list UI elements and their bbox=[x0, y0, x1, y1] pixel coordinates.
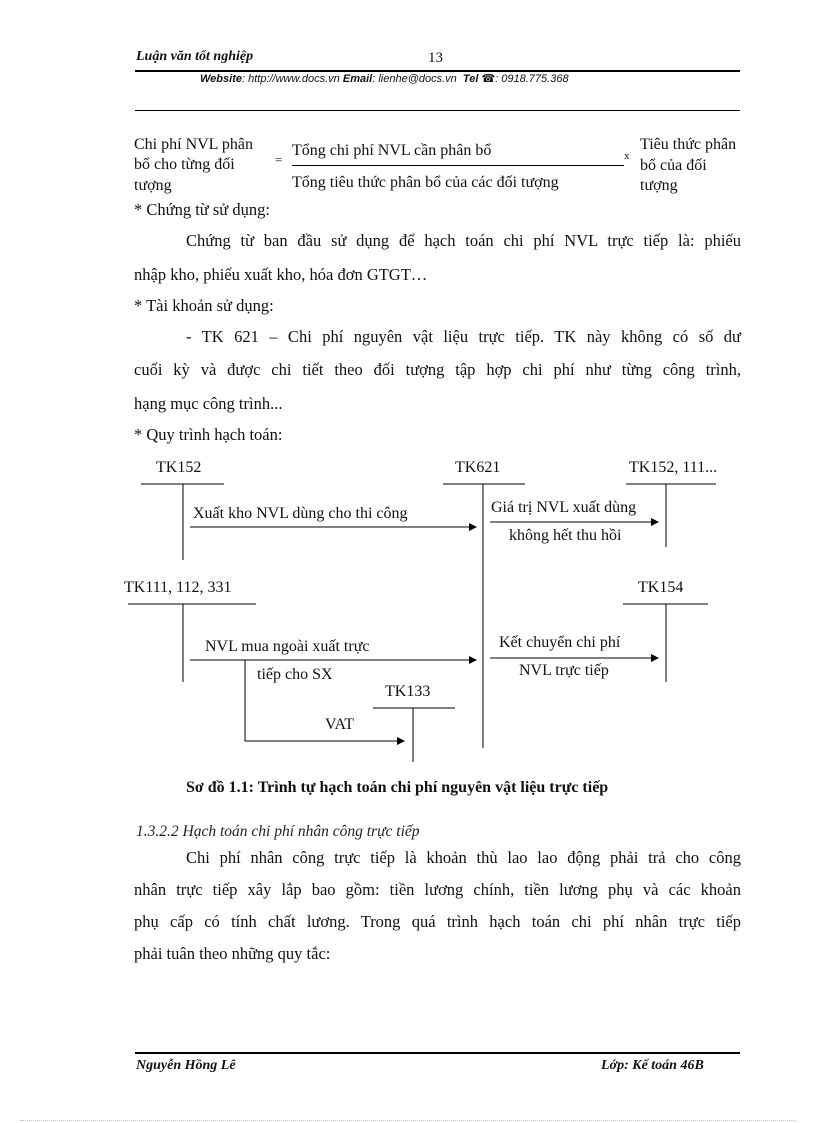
paragraph-2-line-1: - TK 621 – Chi phí nguyên vật liệu trực tiếp. TK này không có số dư bbox=[186, 327, 741, 346]
formula-equals: = bbox=[275, 152, 283, 167]
phone-icon: ☎ bbox=[481, 73, 496, 85]
tel-label: Tel bbox=[462, 73, 479, 85]
page-number: 13 bbox=[428, 50, 443, 66]
heading-chung-tu: * Chứng từ sử dụng: bbox=[134, 200, 270, 219]
page-bottom-border bbox=[20, 1120, 796, 1121]
account-tk133: TK133 bbox=[385, 683, 431, 700]
label-nvl-mua-1: NVL mua ngoài xuất trực bbox=[205, 638, 370, 655]
label-gia-tri-2: không hết thu hồi bbox=[509, 527, 622, 544]
formula-numerator: Tổng chi phí NVL cần phân bổ bbox=[292, 142, 492, 159]
paragraph-2-line-3: hạng mục công trình... bbox=[134, 394, 283, 413]
formula-left-1: Chi phí NVL phân bbox=[134, 136, 253, 153]
heading-tai-khoan: * Tài khoản sử dụng: bbox=[134, 296, 274, 315]
section-paragraph-line-1: Chi phí nhân công trực tiếp là khoản thù lao lao động phải trả cho công bbox=[186, 848, 741, 867]
tel-value: : 0918.775.368 bbox=[495, 73, 569, 85]
label-vat: VAT bbox=[325, 716, 355, 733]
account-tk152-111: TK152, 111... bbox=[629, 459, 718, 476]
section-paragraph-line-2: nhân trực tiếp xây lắp bao gồm: tiền lương chính, tiền lương phụ và các khoản bbox=[134, 880, 741, 899]
account-tk621: TK621 bbox=[455, 459, 501, 476]
formula-right-3: tượng bbox=[640, 177, 678, 194]
account-tk111-112-331: TK111, 112, 331 bbox=[124, 579, 232, 596]
account-tk154: TK154 bbox=[638, 579, 684, 596]
formula-left-2: bổ cho từng đối bbox=[134, 156, 235, 173]
paragraph-2-line-2: cuối kỳ và được chi tiết theo đối tượng tập hợp chi phí như từng công trình, bbox=[134, 360, 741, 379]
paragraph-1-line-2: nhập kho, phiếu xuất kho, hóa đơn GTGT… bbox=[134, 265, 428, 284]
label-gia-tri-1: Giá trị NVL xuất dùng bbox=[491, 499, 637, 516]
footer-author: Nguyễn Hồng Lê bbox=[136, 1058, 236, 1073]
account-tk152: TK152 bbox=[156, 459, 202, 476]
formula-right-1: Tiêu thức phân bbox=[640, 136, 737, 153]
formula-left-3: tượng bbox=[134, 177, 172, 194]
label-xuat-kho: Xuất kho NVL dùng cho thi công bbox=[193, 505, 408, 522]
diagram-caption: Sơ đồ 1.1: Trình tự hạch toán chi phí nguyên vật liệu trực tiếp bbox=[186, 779, 609, 796]
heading-quy-trinh: * Quy trình hạch toán: bbox=[134, 425, 283, 444]
thesis-title: Luận văn tốt nghiệp bbox=[136, 49, 254, 64]
footer-rule bbox=[135, 1052, 740, 1054]
website-label: Website bbox=[200, 73, 242, 85]
section-paragraph-line-3: phụ cấp có tính chất lương. Trong quá trình hạch toán chi phí nhân trực tiếp bbox=[134, 912, 741, 931]
section-heading: 1.3.2.2 Hạch toán chi phí nhân công trực tiếp bbox=[136, 823, 420, 840]
formula-denominator: Tổng tiêu thức phân bổ của các đối tượng bbox=[292, 174, 559, 191]
label-ket-chuyen-1: Kết chuyển chi phí bbox=[499, 634, 621, 651]
formula-times: x bbox=[624, 150, 630, 162]
footer-class: Lớp: Kế toán 46B bbox=[601, 1058, 704, 1073]
formula-right-2: bổ của đối bbox=[640, 157, 707, 174]
label-ket-chuyen-2: NVL trực tiếp bbox=[519, 662, 609, 679]
email-label: Email bbox=[342, 73, 373, 85]
email-value[interactable]: : lienhe@docs.vn bbox=[372, 73, 457, 85]
label-nvl-mua-2: tiếp cho SX bbox=[257, 666, 333, 683]
section-paragraph-line-4: phải tuân theo những quy tắc: bbox=[134, 944, 331, 963]
website-value[interactable]: : http://www.docs.vn bbox=[241, 73, 340, 85]
paragraph-1-line-1: Chứng từ ban đầu sử dụng để hạch toán chi phí NVL trực tiếp là: phiếu bbox=[186, 231, 741, 250]
